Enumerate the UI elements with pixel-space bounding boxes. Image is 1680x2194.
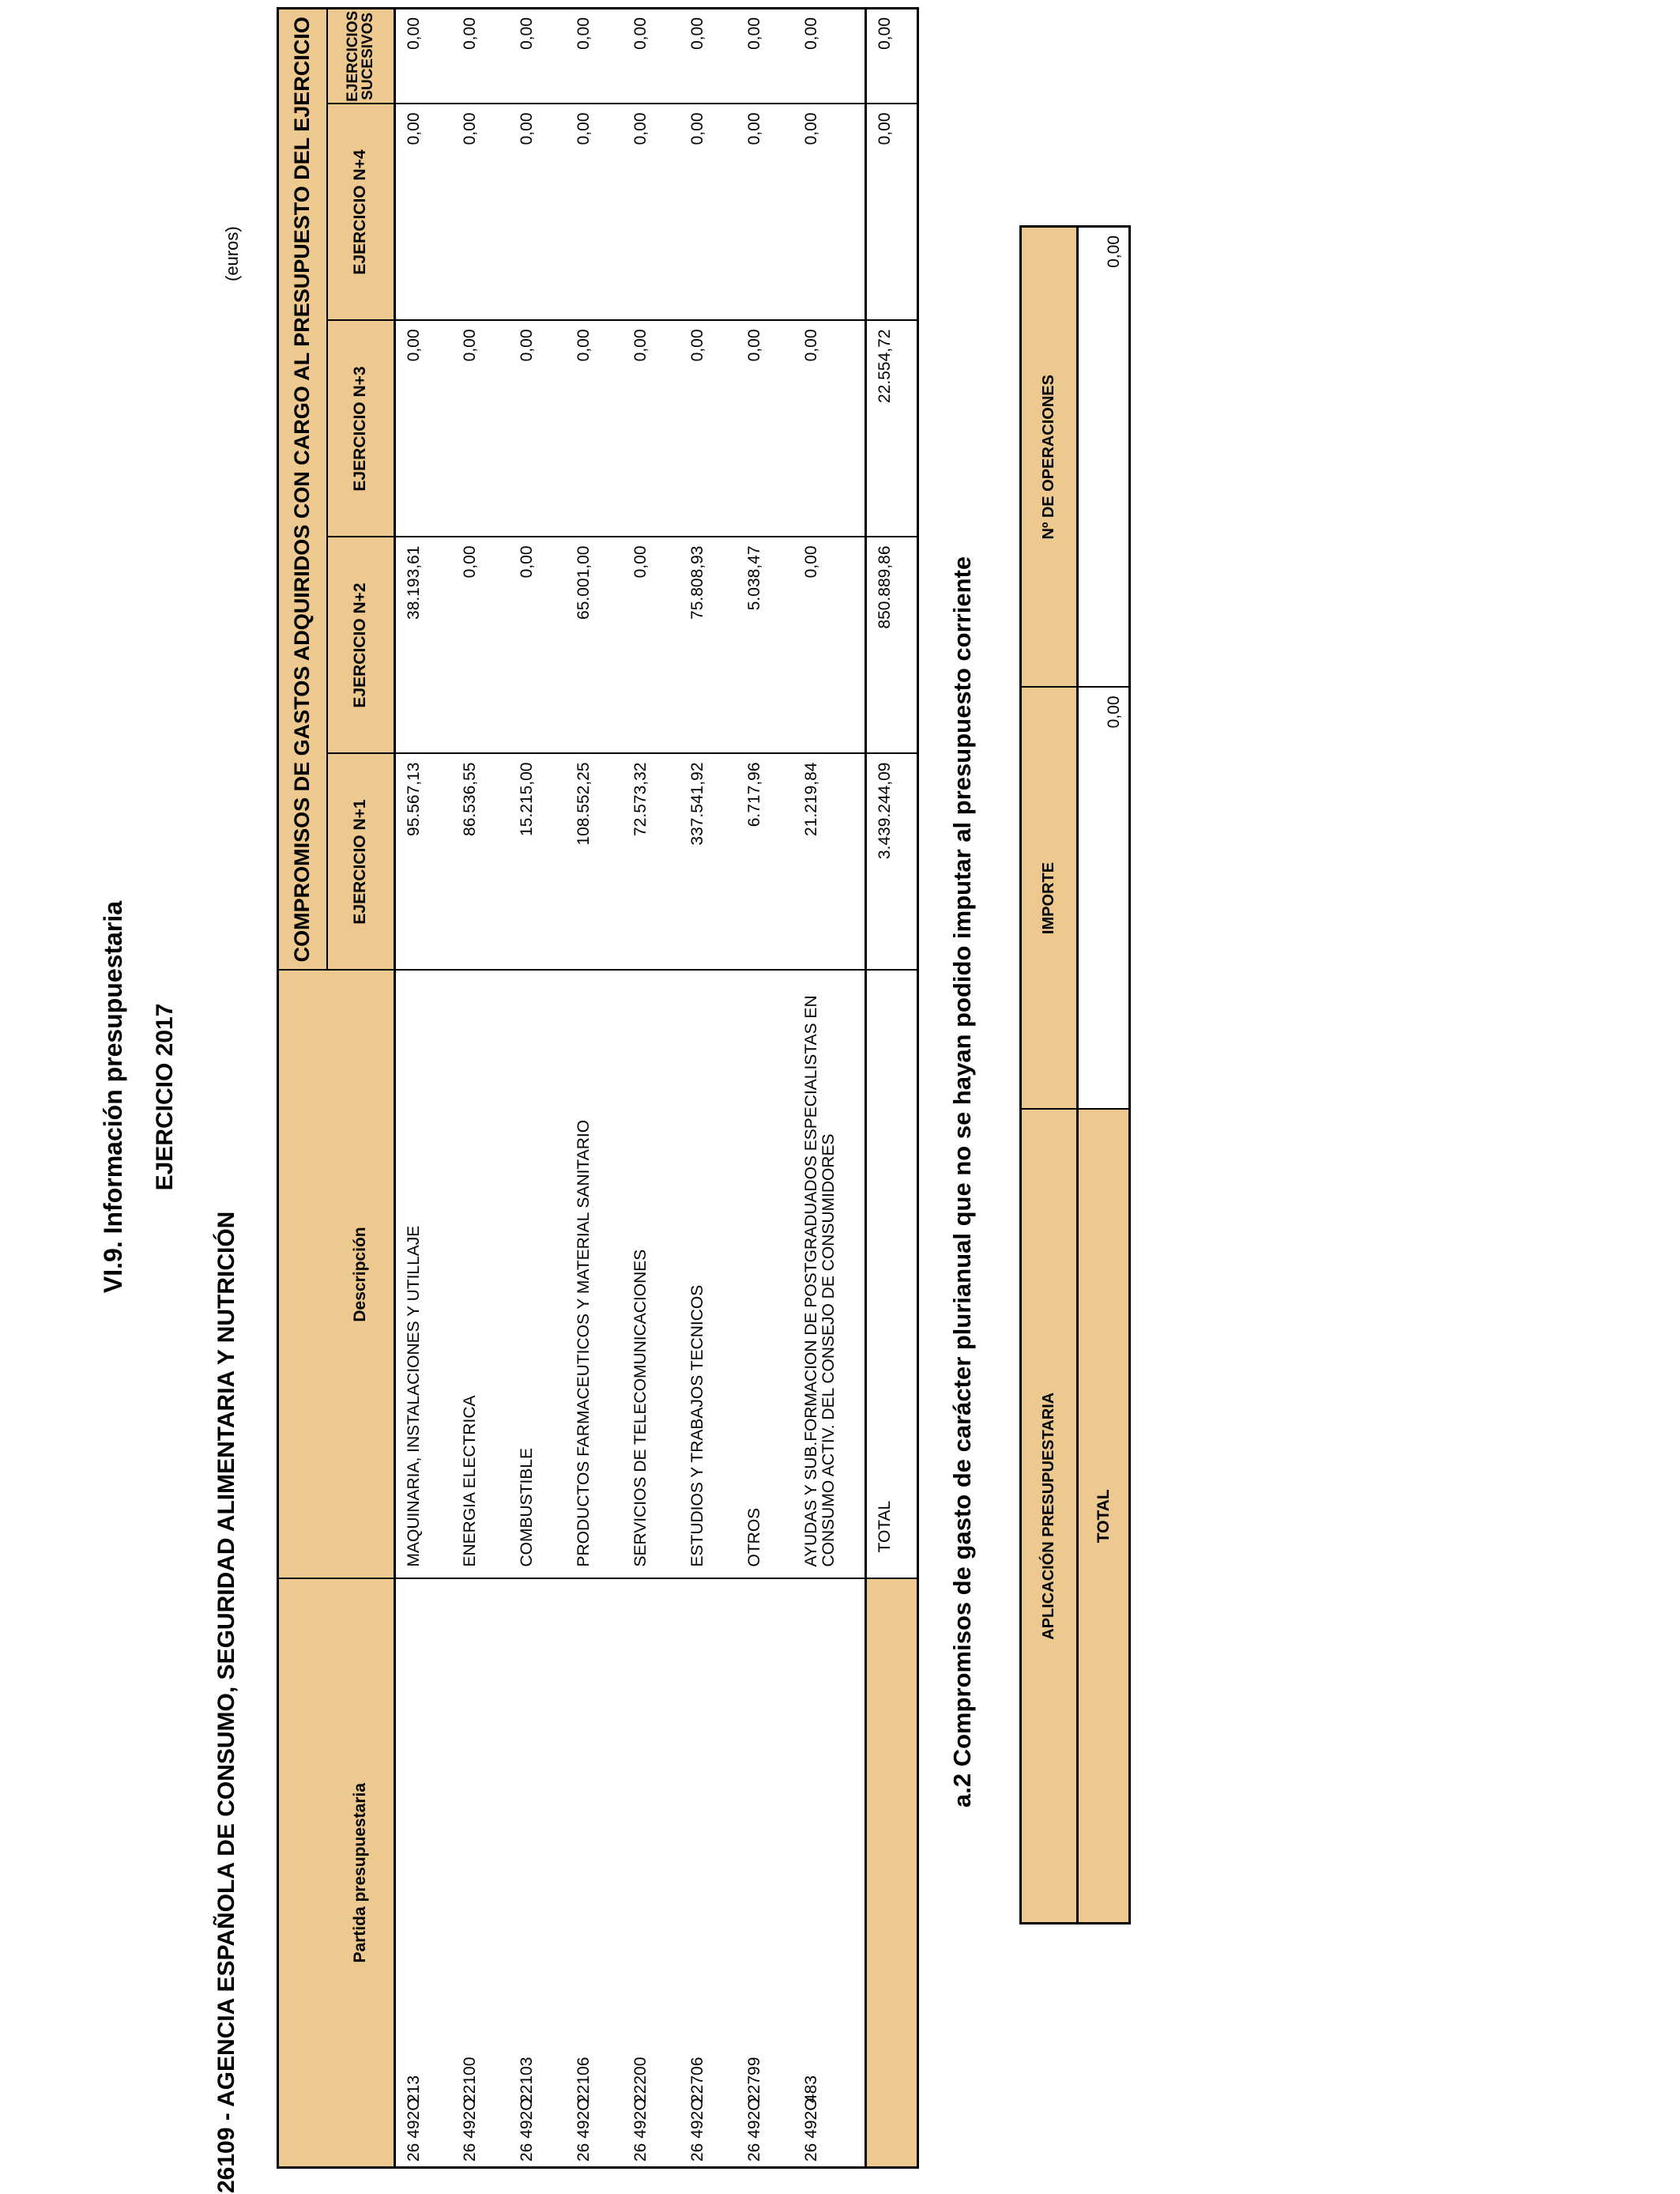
n2-cell: 0,00 [452,537,509,754]
n4-cell: 0,00 [395,104,452,321]
column-header-row [327,9,395,2168]
n2-cell: 65.001,00 [566,537,623,754]
n3-cell: 0,00 [736,321,793,537]
sucesivos-cell: 0,00 [395,9,452,104]
sucesivos-cell: 0,00 [452,9,509,104]
n1-cell: 6.717,96 [736,754,793,971]
col-header-descripcion: Descripción [327,971,395,1579]
col-header-n3: EJERCICIO N+3 [327,321,395,537]
program-code: 26 492O [517,2098,536,2162]
partida-cell [509,1579,566,2168]
concept-code: 22706 [687,2056,706,2103]
total-label: TOTAL [866,971,918,1579]
n4-cell: 0,00 [452,104,509,321]
program-code: 26 492O [744,2098,763,2162]
organization-title: 26109 - AGENCIA ESPAÑOLA DE CONSUMO, SEGURIDAD ALIMENTARIA Y NUTRICIÓN [213,1211,239,2193]
description-cell: COMBUSTIBLE [509,971,566,1579]
n4-cell: 0,00 [736,104,793,321]
n3-cell: 0,00 [680,321,736,537]
description-cell: ENERGIA ELECTRICA [452,971,509,1579]
sucesivos-cell: 0,00 [680,9,736,104]
group-header-row [278,9,327,2168]
header-spacer [278,1579,327,2168]
n2-cell: 5.038,47 [736,537,793,754]
table-row [452,9,509,2168]
currency-units: (euros) [222,226,242,281]
table-row [566,9,623,2168]
partida-cell [793,1579,866,2168]
description-cell: ESTUDIOS Y TRABAJOS TECNICOS [680,971,736,1579]
group-header: COMPROMISOS DE GASTOS ADQUIRIDOS CON CARGO AL PRESUPUESTO DEL EJERCICIO [278,9,327,971]
description-cell: MAQUINARIA, INSTALACIONES Y UTILLAJE [395,971,452,1579]
sucesivos-cell: 0,00 [623,9,680,104]
partida-cell [452,1579,509,2168]
n4-cell: 0,00 [509,104,566,321]
partida-cell [680,1579,736,2168]
n4-cell: 0,00 [566,104,623,321]
partida-cell [566,1579,623,2168]
program-code: 26 492O [574,2098,593,2162]
concept-code: 213 [405,2075,423,2103]
partida-cell [623,1579,680,2168]
total-n3: 22.554,72 [866,321,918,537]
n1-cell: 95.567,13 [395,754,452,971]
table-row [680,9,736,2168]
total-n4: 0,00 [866,104,918,321]
sucesivos-cell: 0,00 [736,9,793,104]
col-header-operaciones: Nº DE OPERACIONES [1021,227,1078,688]
table-row [793,9,866,2168]
program-code: 26 492O [460,2098,479,2162]
program-code: 26 492O [405,2098,423,2162]
n1-cell: 86.536,55 [452,754,509,971]
n1-cell: 15.215,00 [509,754,566,971]
fiscal-year: EJERCICIO 2017 [152,1003,178,1191]
col-header-sucesivos: EJERCICIOS SUCESIVOS [327,9,395,104]
concept-code: 22103 [517,2056,536,2103]
n4-cell: 0,00 [680,104,736,321]
col-header-n1: EJERCICIO N+1 [327,754,395,971]
n1-cell: 21.219,84 [793,754,866,971]
description-cell: PRODUCTOS FARMACEUTICOS Y MATERIAL SANITARIO [566,971,623,1579]
concept-code: 483 [801,2075,820,2103]
concept-code: 22200 [631,2056,650,2103]
n3-cell: 0,00 [793,321,866,537]
col-header-n2: EJERCICIO N+2 [327,537,395,754]
n2-cell: 0,00 [509,537,566,754]
n4-cell: 0,00 [793,104,866,321]
col-header-aplicacion: APLICACIÓN PRESUPUESTARIA [1021,1110,1078,1924]
concept-code: 22106 [574,2056,593,2103]
a2-total-operaciones: 0,00 [1078,227,1130,688]
sucesivos-cell: 0,00 [509,9,566,104]
n3-cell: 0,00 [509,321,566,537]
n2-cell: 0,00 [623,537,680,754]
n3-cell: 0,00 [566,321,623,537]
table-row [395,9,452,2168]
header-spacer [278,971,327,1579]
n2-cell: 38.193,61 [395,537,452,754]
a2-total-importe: 0,00 [1078,688,1130,1110]
a2-table [1019,225,1131,1924]
page-title: VI.9. Información presupuestaria [99,900,127,1294]
description-cell: AYUDAS Y SUB.FORMACION DE POSTGRADUADOS ESPECIALISTAS EN CONSUMO ACTIV. DEL CONSEJO DE CONSUMIDORES [793,971,866,1579]
col-header-partida: Partida presupuestaria [327,1579,395,2168]
total-fill [866,1579,918,2168]
description-cell: SERVICIOS DE TELECOMUNICACIONES [623,971,680,1579]
n2-cell: 75.808,93 [680,537,736,754]
n2-cell: 0,00 [793,537,866,754]
n3-cell: 0,00 [452,321,509,537]
a2-total-row [1078,227,1130,1924]
commitments-table [277,7,919,2169]
section-a2-title: a.2 Compromisos de gasto de carácter plurianual que no se hayan podido imputar al presupuesto corriente [948,556,976,1808]
total-sucesivos: 0,00 [866,9,918,104]
n4-cell: 0,00 [623,104,680,321]
program-code: 26 492O [687,2098,706,2162]
n3-cell: 0,00 [623,321,680,537]
sucesivos-cell: 0,00 [566,9,623,104]
commitments-body [395,9,866,2168]
total-n1: 3.439.244,09 [866,754,918,971]
concept-code: 22799 [744,2056,763,2103]
a2-total-label: TOTAL [1078,1110,1130,1924]
table-row [736,9,793,2168]
col-header-n4: EJERCICIO N+4 [327,104,395,321]
total-row [866,9,918,2168]
concept-code: 22100 [460,2056,479,2103]
n3-cell: 0,00 [395,321,452,537]
table-row [509,9,566,2168]
col-header-importe: IMPORTE [1021,688,1078,1110]
partida-cell [736,1579,793,2168]
total-n2: 850.889,86 [866,537,918,754]
n1-cell: 337.541,92 [680,754,736,971]
table-row [623,9,680,2168]
n1-cell: 108.552,25 [566,754,623,971]
sucesivos-cell: 0,00 [793,9,866,104]
program-code: 26 492O [801,2098,820,2162]
n1-cell: 72.573,32 [623,754,680,971]
program-code: 26 492O [631,2098,650,2162]
description-cell: OTROS [736,971,793,1579]
a2-header-row [1021,227,1078,1924]
partida-cell [395,1579,452,2168]
